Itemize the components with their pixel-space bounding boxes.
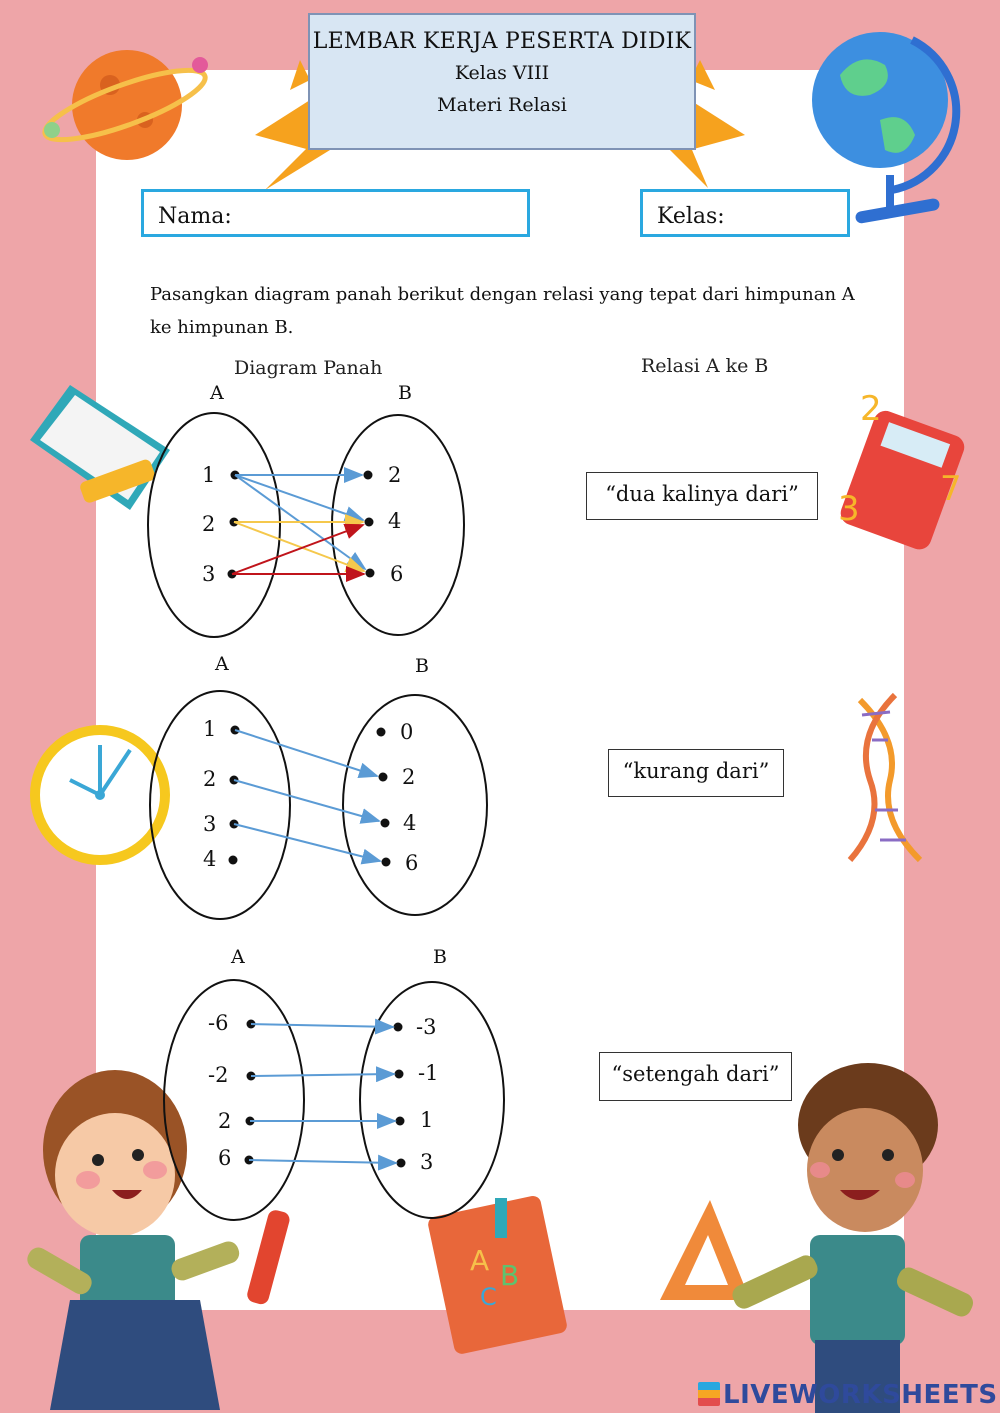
diagram3-label-a: A xyxy=(231,946,245,968)
svg-text:3: 3 xyxy=(838,489,860,529)
subject-topic: Materi Relasi xyxy=(437,94,567,116)
svg-text:C: C xyxy=(480,1283,497,1311)
name-field[interactable] xyxy=(141,189,530,237)
diagram3-a-item: -2 xyxy=(208,1063,229,1087)
diagram2-a-item: 4 xyxy=(203,847,217,871)
diagram3-b-item: 1 xyxy=(420,1108,434,1132)
svg-text:2: 2 xyxy=(860,389,882,429)
diagram3-a-item: 2 xyxy=(218,1109,232,1133)
diagram1-label-b: B xyxy=(398,382,412,404)
diagram3-a-item: 6 xyxy=(218,1146,232,1170)
calculator-icon xyxy=(837,389,967,553)
diagram3-label-b: B xyxy=(433,946,447,968)
planet-icon xyxy=(38,50,211,160)
instruction-text: Pasangkan diagram panah berikut dengan relasi yang tepat dari himpunan A ke himpunan B. xyxy=(150,284,855,338)
column-heading-relation: Relasi A ke B xyxy=(641,355,769,377)
diagram1-a-item: 2 xyxy=(202,512,216,536)
relation-option-setengah-dari[interactable]: “setengah dari” xyxy=(599,1052,792,1101)
diagram2-a-item: 3 xyxy=(203,812,217,836)
abc-book-icon xyxy=(427,1194,569,1355)
book-icon xyxy=(30,385,170,510)
diagram3-a-item: -6 xyxy=(208,1011,229,1035)
diagram3-b-item: -1 xyxy=(418,1061,439,1085)
relation-option-dua-kalinya[interactable]: “dua kalinya dari” xyxy=(586,472,818,520)
column-heading-diagram: Diagram Panah xyxy=(234,357,383,379)
diagram1-b-item: 4 xyxy=(388,509,402,533)
boy-character-icon xyxy=(729,1063,976,1413)
diagram1-b-item: 2 xyxy=(388,463,402,487)
diagram3-b-item: -3 xyxy=(416,1015,437,1039)
class-level: Kelas VIII xyxy=(454,62,550,84)
diagram1-a-item: 3 xyxy=(202,562,216,586)
class-field[interactable] xyxy=(640,189,850,237)
diagram3-b-item: 3 xyxy=(420,1150,434,1174)
clock-icon xyxy=(35,730,165,860)
relation-option-kurang-dari[interactable]: “kurang dari” xyxy=(608,749,784,797)
diagram2-a-item: 2 xyxy=(203,767,217,791)
diagram2-b-item: 6 xyxy=(405,851,419,875)
triangle-ruler-icon xyxy=(660,1200,750,1300)
class-label: Kelas: xyxy=(657,204,725,229)
diagram2-b-item: 0 xyxy=(400,720,414,744)
name-label: Nama: xyxy=(158,204,232,229)
girl-character-icon xyxy=(24,1070,292,1410)
diagram1-a-item: 1 xyxy=(202,463,216,487)
svg-text:7: 7 xyxy=(940,469,962,509)
worksheet-title: LEMBAR KERJA PESERTA DIDIK xyxy=(312,29,692,54)
liveworksheets-badge-icon xyxy=(698,1382,720,1406)
diagram2-b-item: 2 xyxy=(402,765,416,789)
diagram1-b-item: 6 xyxy=(390,562,404,586)
liveworksheets-logo xyxy=(698,1380,998,1410)
liveworksheets-brand-text: LIVEWORKSHEETS xyxy=(723,1380,998,1410)
diagram2-b-item: 4 xyxy=(403,811,417,835)
diagram2-label-b: B xyxy=(415,655,429,677)
svg-text:B: B xyxy=(500,1259,520,1292)
worksheet-header xyxy=(308,13,696,150)
diagram2-label-a: A xyxy=(215,653,229,675)
diagram2-a-item: 1 xyxy=(203,717,217,741)
diagram1-label-a: A xyxy=(210,382,224,404)
dna-icon xyxy=(850,695,920,860)
svg-text:A: A xyxy=(470,1244,490,1277)
